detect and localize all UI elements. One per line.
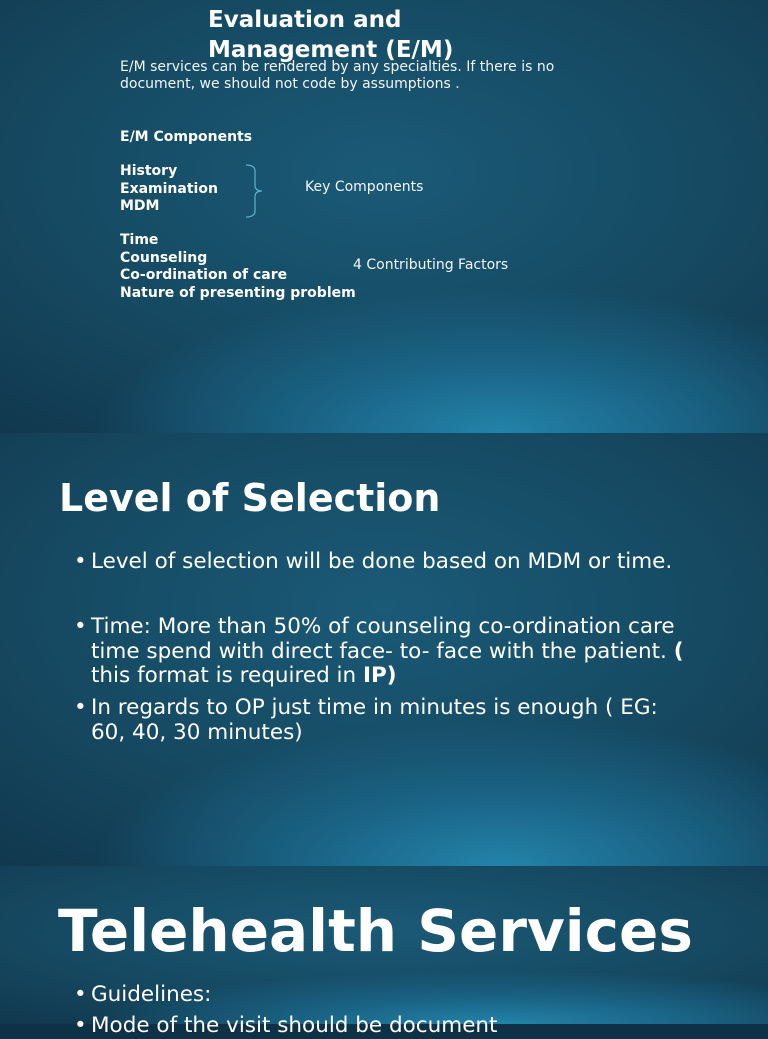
slide-em-overview xyxy=(0,0,768,433)
bullet-text-line1: In regards to OP just time in minutes is enough ( EG: xyxy=(91,695,658,720)
contributing-factors-list xyxy=(120,232,356,302)
bullet-text-line2: 60, 40, 30 minutes) xyxy=(91,719,303,745)
slide3-title: Telehealth Services xyxy=(58,897,693,965)
slide1-title-line2: Management (E/M) xyxy=(208,37,454,63)
slide1-title-line1: Evaluation and xyxy=(208,7,402,33)
slide1-title xyxy=(208,5,528,65)
contrib-item-time: Time xyxy=(120,232,159,248)
bullet-text: Mode of the visit should be document xyxy=(91,1013,498,1038)
contrib-item-coordination: Co-ordination of care xyxy=(120,267,288,283)
contributing-factors-label: 4 Contributing Factors xyxy=(353,257,509,273)
list-item xyxy=(74,550,724,575)
contrib-item-presenting-problem: Nature of presenting problem xyxy=(120,284,356,301)
bullet-text-ip: IP) xyxy=(363,663,397,688)
list-item xyxy=(74,696,724,745)
bullet-text: Level of selection will be done based on MDM or time. xyxy=(91,549,673,574)
bullet-text-line1: Time: More than 50% of counseling co-ordination care xyxy=(91,614,675,639)
bullet-text: Guidelines: xyxy=(91,982,212,1007)
bullet-icon: • xyxy=(74,549,87,574)
intro-line-1: E/M services can be rendered by any specialties. If there is no xyxy=(120,59,555,75)
slide1-intro xyxy=(120,59,590,93)
key-item-history: History xyxy=(120,163,178,179)
bullet-icon: • xyxy=(74,614,87,639)
bullet-text-line3: this format is required in xyxy=(91,663,357,688)
bullet-text xyxy=(91,696,724,745)
bullet-icon: • xyxy=(74,982,87,1007)
key-components-list xyxy=(120,163,218,216)
slide-telehealth xyxy=(0,866,768,1038)
key-item-examination: Examination xyxy=(120,180,218,197)
bullet-text xyxy=(91,615,724,689)
slide2-title: Level of Selection xyxy=(59,476,441,520)
list-item xyxy=(74,615,724,689)
right-brace-icon xyxy=(244,164,268,218)
bullet-text-paren: ( xyxy=(673,638,684,664)
key-components-label: Key Components xyxy=(305,179,424,195)
contrib-item-counseling: Counseling xyxy=(120,249,208,266)
key-item-mdm: MDM xyxy=(120,198,160,214)
intro-line-2: document, we should not code by assumptions . xyxy=(120,76,460,92)
bullet-icon: • xyxy=(74,1013,87,1038)
bullet-icon: • xyxy=(74,695,87,720)
list-item xyxy=(74,983,724,1008)
bullet-text-line2: time spend with direct face- to- face with the patient. xyxy=(91,638,667,664)
slide-level-of-selection xyxy=(0,433,768,866)
components-heading: E/M Components xyxy=(120,129,253,145)
list-item xyxy=(74,1014,724,1039)
